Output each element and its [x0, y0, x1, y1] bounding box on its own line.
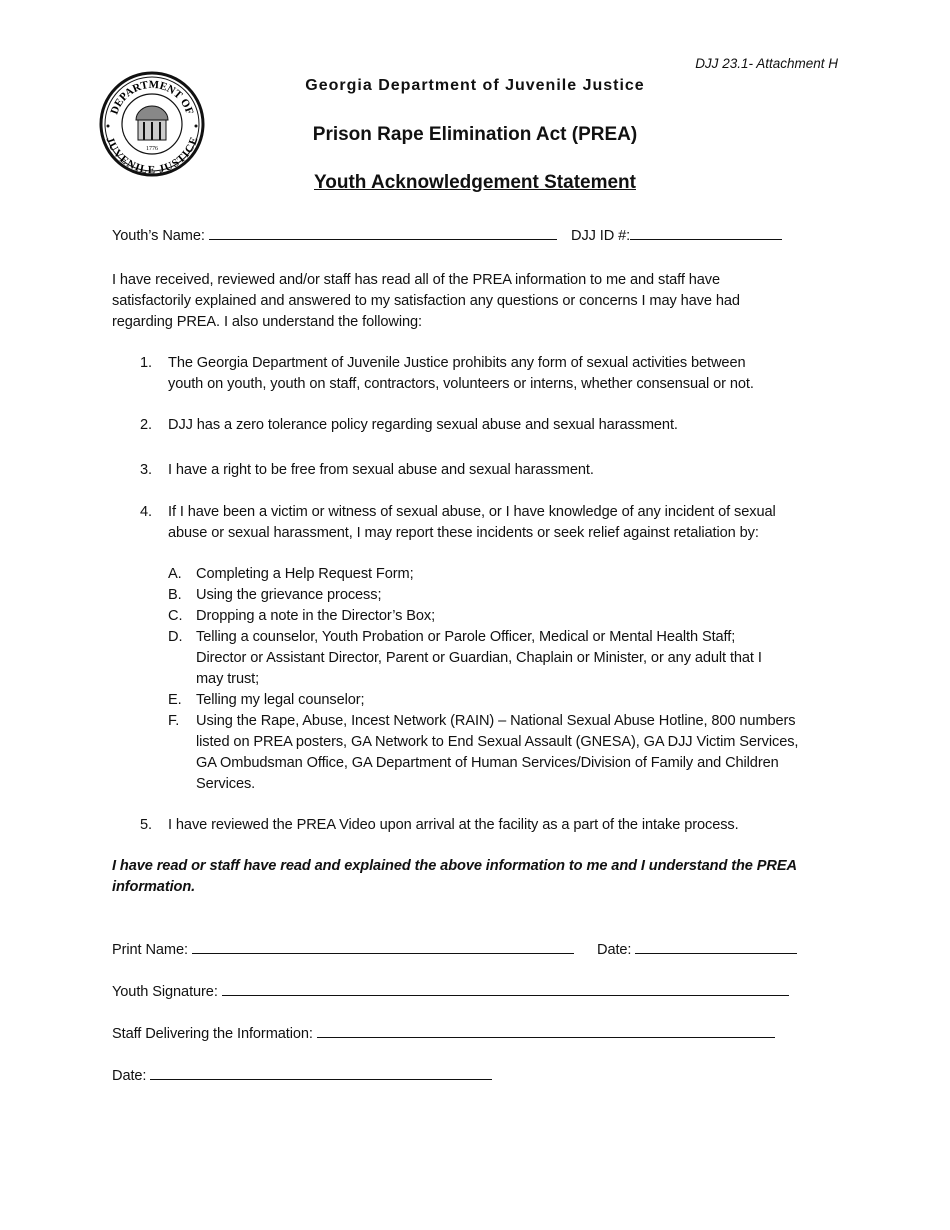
sub-list-item-line: Using the grievance process;	[196, 587, 382, 603]
sub-list-item	[196, 564, 414, 585]
sub-list-item-line: Dropping a note in the Director’s Box;	[196, 608, 436, 624]
date-field[interactable]	[635, 939, 797, 954]
youth-name-label: Youth’s Name:	[112, 228, 205, 244]
youth-signature-field[interactable]	[222, 981, 789, 996]
sub-list-item-line: Using the Rape, Abuse, Incest Network (RAIN) – National Sexual Abuse Hotline, 800 numbers	[196, 713, 796, 729]
intro-line: I have received, reviewed and/or staff has read all of the PREA information to me and staff have	[112, 272, 721, 288]
svg-text:DEPARTMENT OF: DEPARTMENT OF	[108, 78, 196, 117]
date2-row	[112, 1065, 492, 1087]
staff-label: Staff Delivering the Information:	[112, 1026, 313, 1042]
list-item-marker: 5.	[140, 817, 152, 833]
djj-id-row	[571, 225, 782, 247]
print-name-field[interactable]	[192, 939, 574, 954]
document-subtitle: Youth Acknowledgement Statement	[314, 172, 636, 193]
youth-signature-label: Youth Signature:	[112, 984, 218, 1000]
djj-id-label: DJJ ID #:	[571, 228, 631, 244]
acknowledgement-statement	[112, 856, 797, 898]
staff-field[interactable]	[317, 1023, 775, 1038]
agency-name: Georgia Department of Juvenile Justice	[305, 77, 645, 94]
list-item	[168, 460, 594, 481]
sub-list-item	[196, 627, 762, 690]
print-name-row	[112, 939, 574, 961]
list-item-marker: 3.	[140, 462, 152, 478]
ack-line: I have read or staff have read and explained the above information to me and I understand the PREA	[112, 858, 797, 874]
sub-list-item-line: Completing a Help Request Form;	[196, 566, 414, 582]
list-item-marker: 1.	[140, 355, 152, 371]
sub-list-item-marker: A.	[168, 566, 182, 582]
list-item-marker: 4.	[140, 504, 152, 520]
sub-list-item-marker: F.	[168, 713, 180, 729]
youth-name-field[interactable]	[209, 225, 557, 240]
document-title: Prison Rape Elimination Act (PREA)	[312, 124, 638, 145]
sub-list-item-marker: E.	[168, 692, 182, 708]
list-item-line: DJJ has a zero tolerance policy regarding sexual abuse and sexual harassment.	[168, 417, 678, 433]
sub-list-item-marker: C.	[168, 608, 183, 624]
date2-label: Date:	[112, 1068, 147, 1084]
intro-paragraph	[112, 270, 740, 333]
youth-signature-row	[112, 981, 789, 1003]
list-item	[168, 415, 678, 436]
intro-line: regarding PREA. I also understand the following:	[112, 314, 422, 330]
list-item-line: If I have been a victim or witness of sexual abuse, or I have knowledge of any incident of sexual	[168, 504, 776, 520]
sub-list-item-line: Director or Assistant Director, Parent or Guardian, Chaplain or Minister, or any adult that I	[196, 650, 762, 666]
list-item-marker: 2.	[140, 417, 152, 433]
sub-list-item-line: may trust;	[196, 671, 260, 687]
print-name-label: Print Name:	[112, 942, 188, 958]
attachment-label: DJJ 23.1- Attachment H	[695, 56, 838, 71]
list-item-line: abuse or sexual harassment, I may report these incidents or seek relief against retaliation by:	[168, 525, 759, 541]
staff-row	[112, 1023, 775, 1045]
djj-id-field[interactable]	[630, 225, 782, 240]
sub-list-item-marker: B.	[168, 587, 182, 603]
sub-list-item-marker: D.	[168, 629, 183, 645]
sub-list-item-line: Telling a counselor, Youth Probation or Parole Officer, Medical or Mental Health Staff;	[196, 629, 736, 645]
sub-list-item-line: listed on PREA posters, GA Network to End Sexual Assault (GNESA), GA DJJ Victim Services,	[196, 734, 799, 750]
date-row	[597, 939, 797, 961]
date2-field[interactable]	[150, 1065, 492, 1080]
sub-list-item-line: Services.	[196, 776, 256, 792]
list-item	[168, 502, 776, 544]
list-item-line: I have reviewed the PREA Video upon arrival at the facility as a part of the intake process.	[168, 817, 739, 833]
list-item	[168, 353, 754, 395]
ack-line: information.	[112, 879, 196, 895]
list-item-line: The Georgia Department of Juvenile Justice prohibits any form of sexual activities between	[168, 355, 746, 371]
sub-list-item	[196, 585, 381, 606]
list-item	[168, 815, 739, 836]
list-item-line: youth on youth, youth on staff, contractors, volunteers or interns, whether consensual or not.	[168, 376, 754, 392]
svg-text:1776: 1776	[146, 146, 158, 152]
sub-list-item	[196, 690, 364, 711]
list-item-line: I have a right to be free from sexual abuse and sexual harassment.	[168, 462, 594, 478]
svg-text:JUVENILE JUSTICE: JUVENILE JUSTICE	[103, 135, 201, 177]
sub-list-item-line: GA Ombudsman Office, GA Department of Human Services/Division of Family and Children	[196, 755, 779, 771]
sub-list-item	[196, 606, 435, 627]
sub-list-item	[196, 711, 798, 795]
sub-list-item-line: Telling my legal counselor;	[196, 692, 365, 708]
date-label: Date:	[597, 942, 632, 958]
youth-name-row	[112, 225, 557, 247]
intro-line: satisfactorily explained and answered to my satisfaction any questions or concerns I may have had	[112, 293, 740, 309]
